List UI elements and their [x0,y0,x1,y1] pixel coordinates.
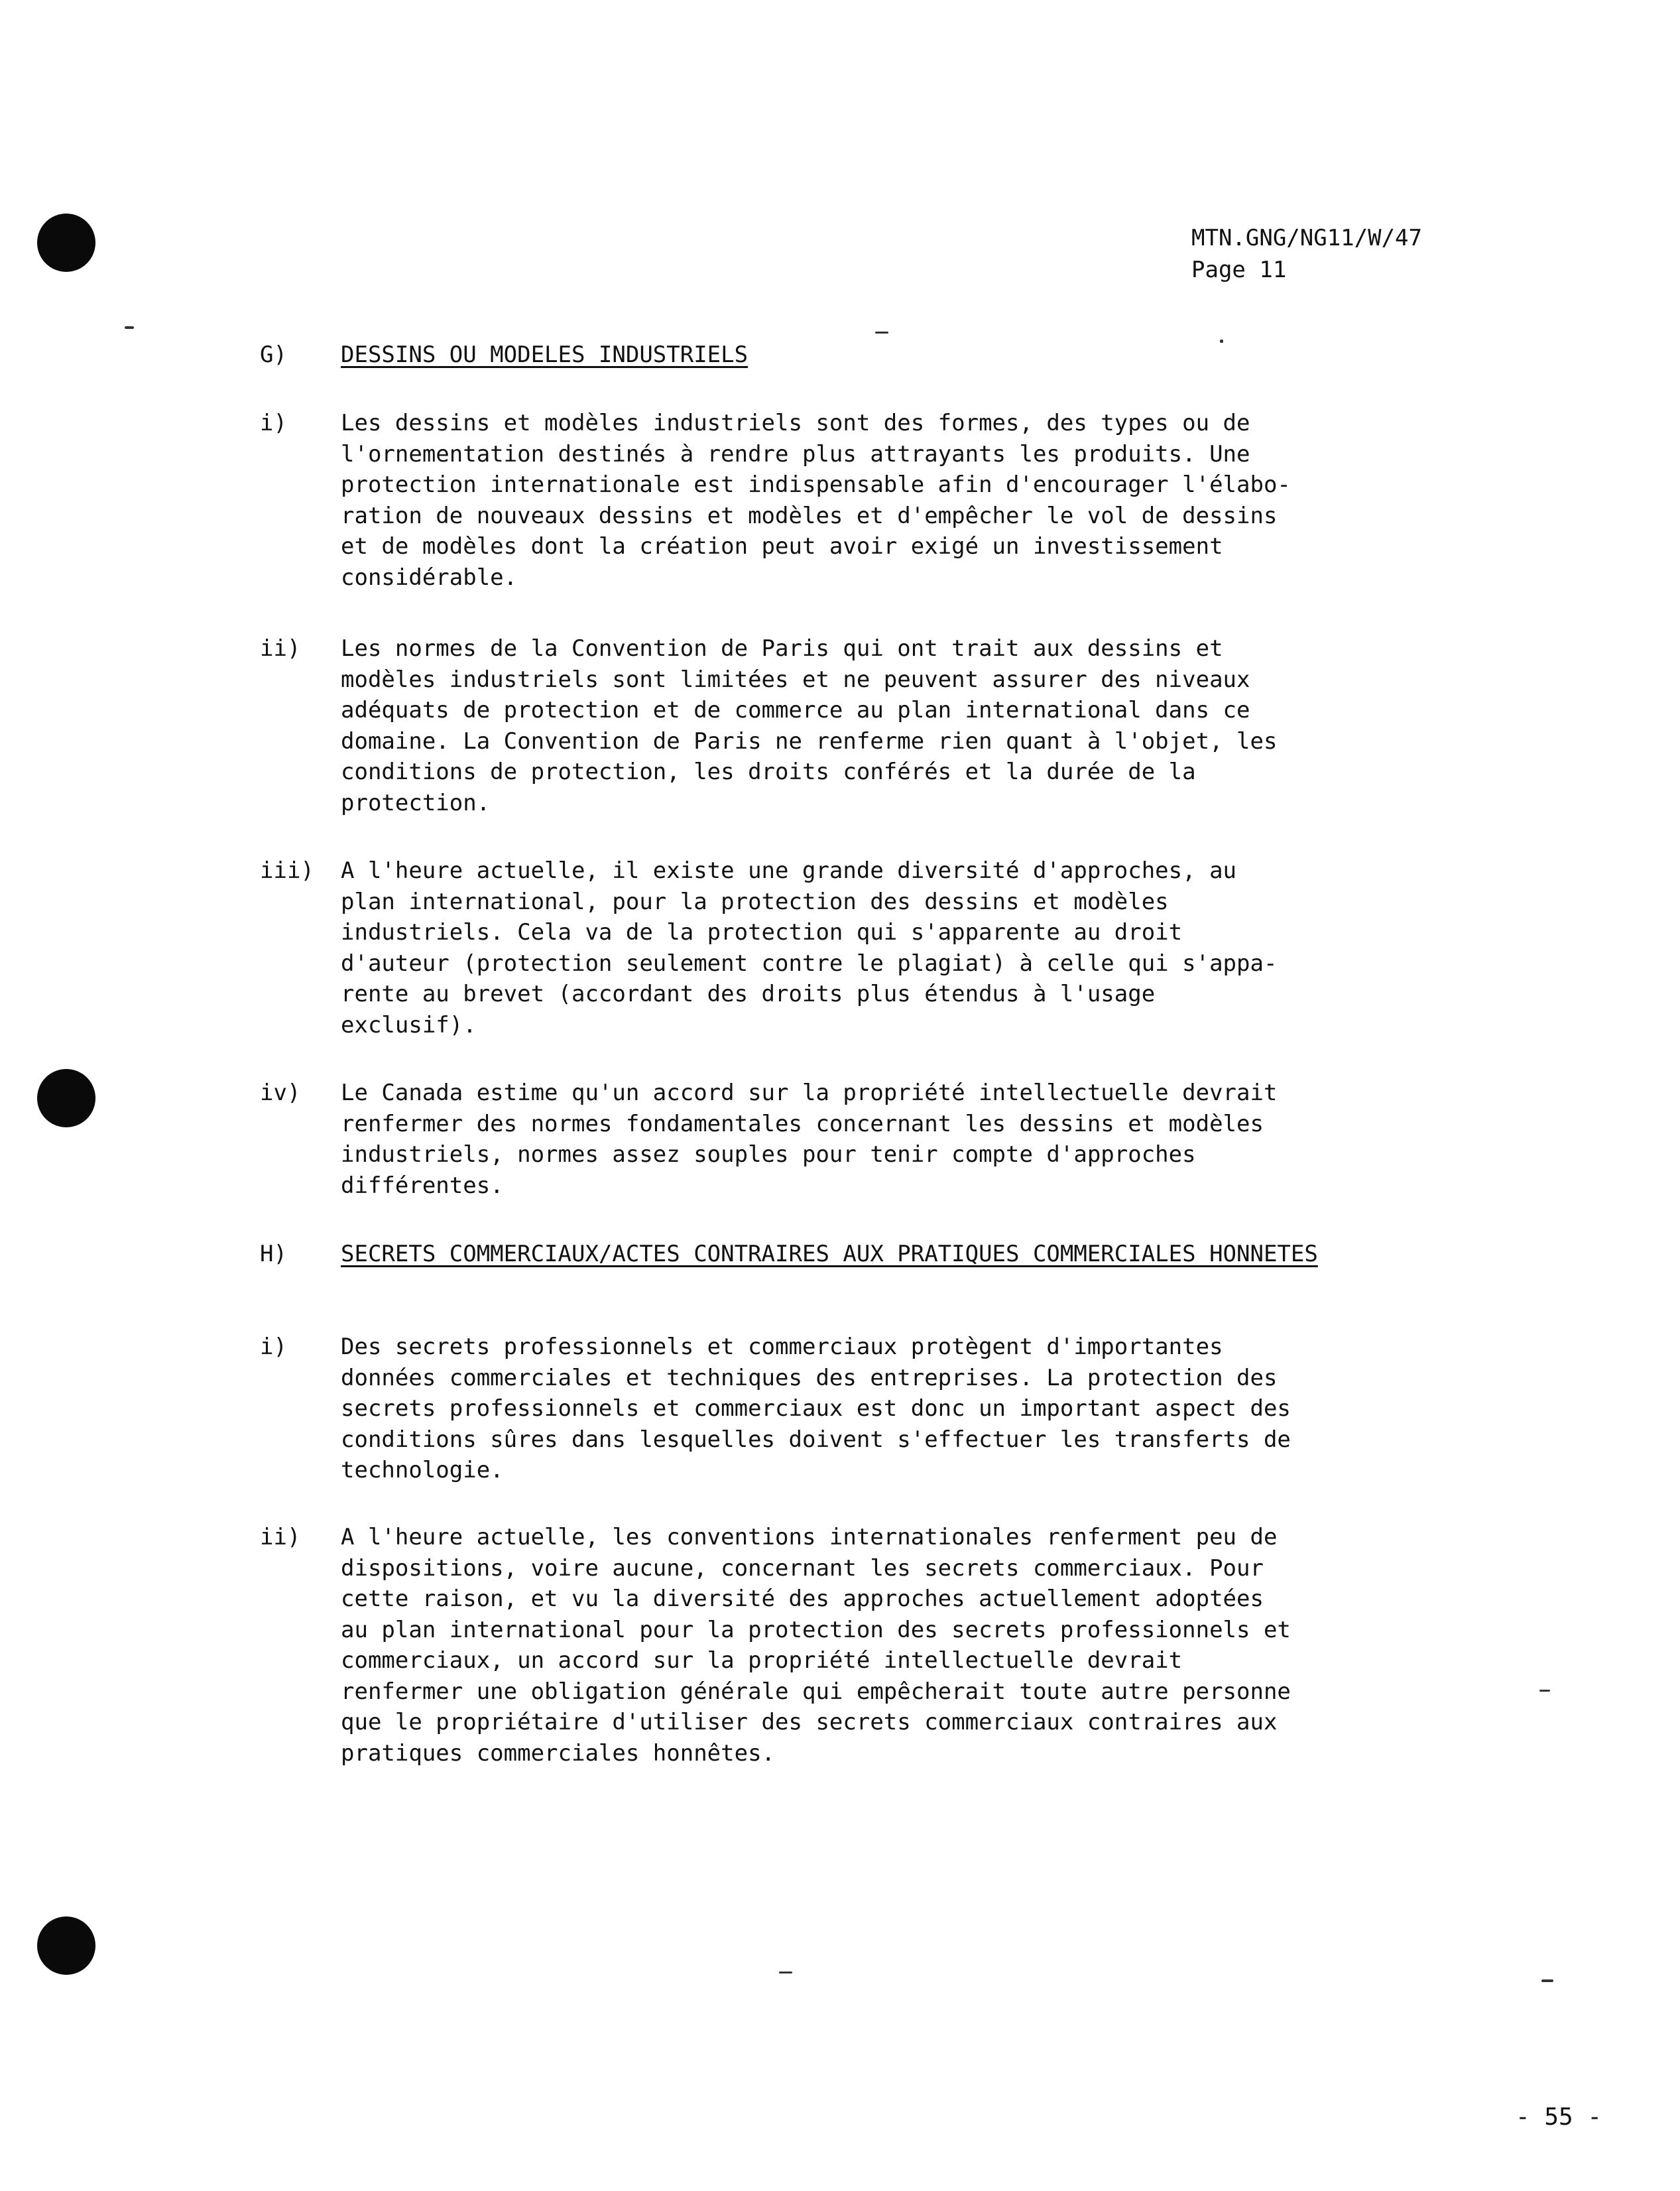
paragraph-number: i) [260,410,287,436]
paragraph-text: Des secrets professionnels et commerciaux protègent d'importantes données commerciales et techniques des entreprises. La protection des secrets professionnels et commerciaux est donc un important aspect des conditions sûres dans lesquelles doivent s'effectuer les transferts de technologie. [341,1334,1291,1483]
paragraph-g-i [260,408,1460,593]
section-title: SECRETS COMMERCIAUX/ACTES CONTRAIRES AUX PRATIQUES COMMERCIALES HONNETES [341,1241,1318,1267]
paragraph-number: ii) [260,1524,301,1550]
paragraph-g-iii [260,855,1460,1040]
punch-hole-1 [37,214,95,272]
paragraph-h-i [260,1332,1460,1486]
paragraph-text: Les dessins et modèles industriels sont des formes, des types ou de l'ornementation destinés à rendre plus attrayants les produits. Une protection internationale est indispensable afin d'encourager l'élabo- ration de nouveaux dessins et modèles et d'empêcher le vol de dessins et de modèles dont la création peut avoir exigé un investissement considérable. [341,410,1291,591]
paragraph-text: Les normes de la Convention de Paris qui ont trait aux dessins et modèles industriels sont limitées et ne peuvent assurer des niveaux adéquats de protection et de commerce au plan international dans ce domaine. La Convention de Paris ne renferme rien quant à l'objet, les conditions de protection, les droits conférés et la durée de la protection. [341,635,1278,816]
punch-hole-2 [37,1069,95,1127]
paragraph-number: iv) [260,1080,301,1106]
document-symbol: MTN.GNG/NG11/W/47 [1191,225,1422,251]
scan-speck [779,1972,792,1973]
paragraph-number: iii) [260,857,314,884]
section-letter: H) [260,1241,287,1267]
paragraph-g-ii [260,633,1460,818]
footer-page-number: - 55 - [1516,2103,1602,2131]
paragraph-g-iv [260,1078,1460,1201]
paragraph-text: A l'heure actuelle, les conventions internationales renferment peu de dispositions, voire aucune, concernant les secrets commerciaux. Pour cette raison, et vu la diversité des approches actuellement adoptées au plan international pour la protection des secrets professionnels et commerciaux, un accord sur la propriété intellectuelle devrait renfermer une obligation générale qui empêcherait toute autre personne que le propriétaire d'utiliser des secrets commerciaux contraires aux pratiques commerciales honnêtes. [341,1524,1291,1767]
section-title: DESSINS OU MODELES INDUSTRIELS [341,342,749,368]
paragraph-number: i) [260,1334,287,1360]
punch-hole-3 [37,1916,95,1975]
paragraph-number: ii) [260,635,301,662]
section-letter: G) [260,342,287,368]
scan-speck [1541,1979,1553,1982]
paragraph-text: A l'heure actuelle, il existe une grande diversité d'approches, au plan international, pour la protection des dessins et modèles industriels. Cela va de la protection qui s'apparente au droit d'auteur (protection seulement contre le plagiat) à celle qui s'appa- rente au brevet (accordant des droits plus étendus à l'usage exclusif). [341,857,1278,1038]
scan-speck [1539,1690,1550,1692]
header-page-number: Page 11 [1191,257,1287,283]
scan-speck [125,326,134,329]
paragraph-text: Le Canada estime qu'un accord sur la propriété intellectuelle devrait renfermer des normes fondamentales concernant les dessins et modèles industriels, normes assez souples pour tenir compte d'approches différentes. [341,1080,1278,1199]
document-header [1191,222,1422,286]
scan-speck [875,332,888,334]
paragraph-h-ii [260,1522,1460,1769]
